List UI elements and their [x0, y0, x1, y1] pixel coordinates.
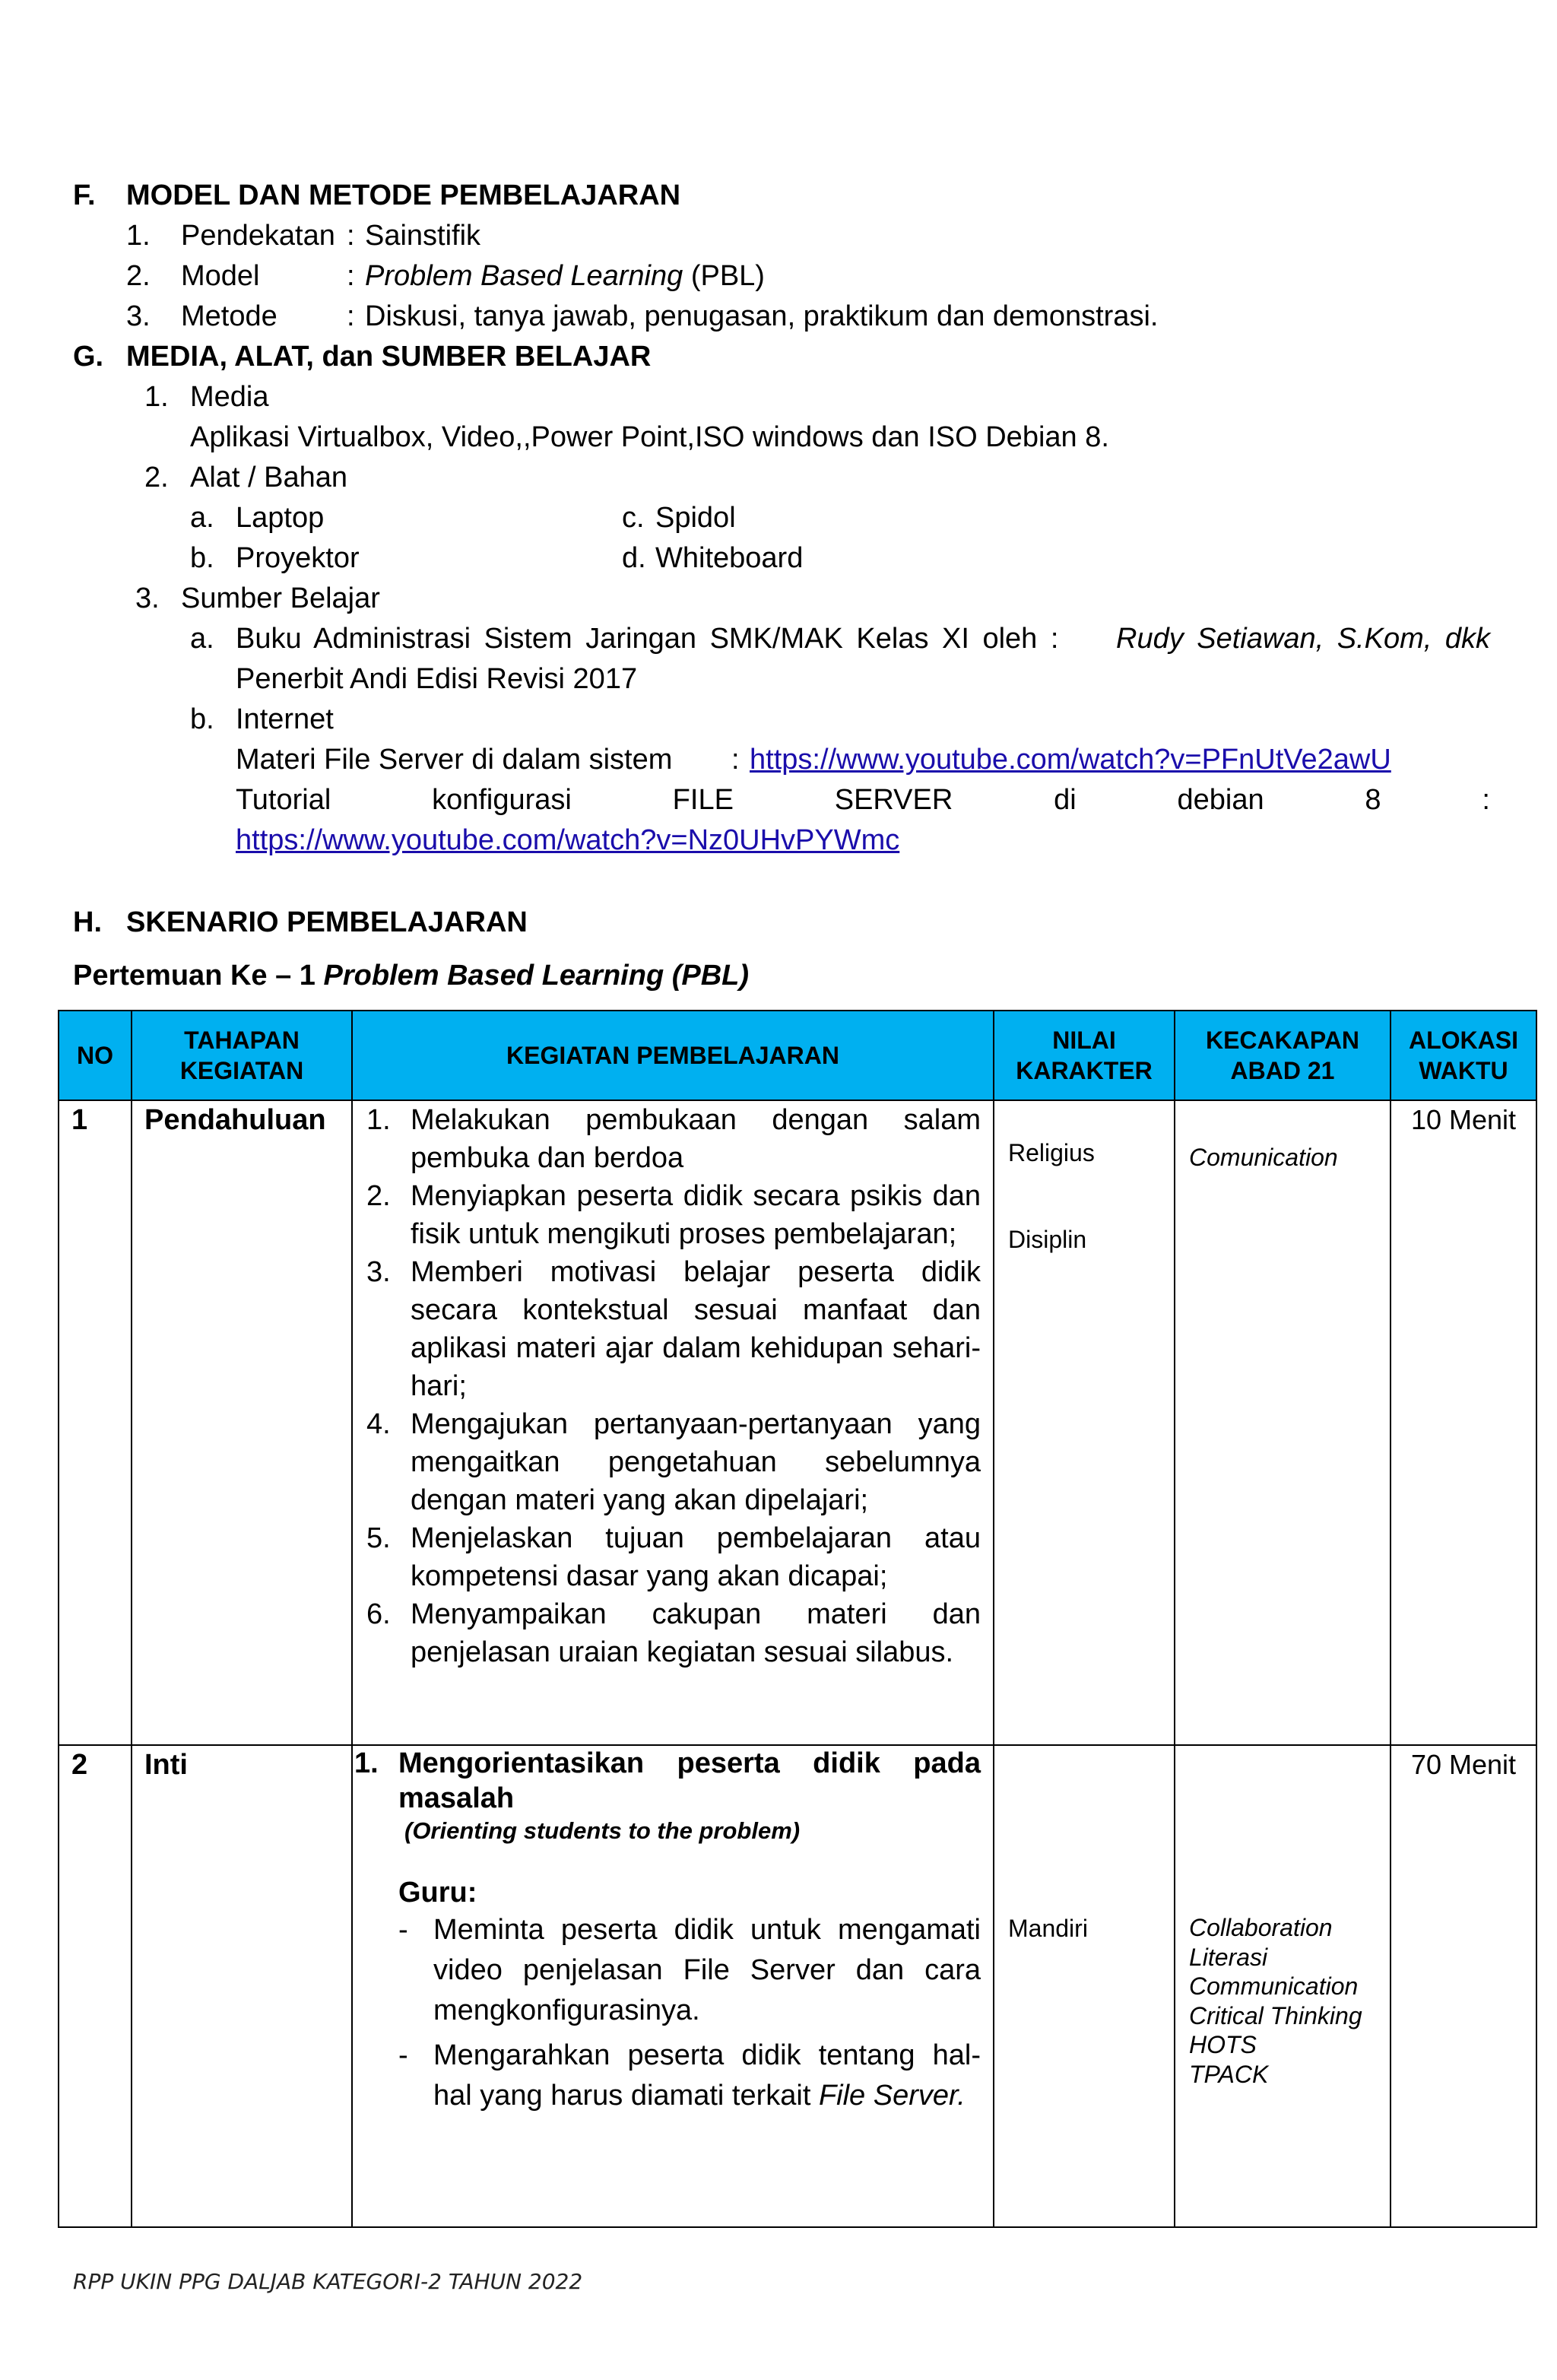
- f-item-num-1: 1.: [126, 220, 151, 252]
- kecakapan-item: Literasi: [1189, 1943, 1268, 1971]
- header-tahapan-2: KEGIATAN: [179, 1057, 304, 1084]
- list-text-italic: File Server.: [818, 2080, 966, 2112]
- f-item-value-2: [365, 255, 765, 297]
- header-kegiatan: KEGIATAN PEMBELAJARAN: [352, 1011, 994, 1100]
- g-alat-item-b: Proyektor: [236, 542, 360, 574]
- row2-kecakapan-list: [1175, 1746, 1390, 2089]
- row1-kegiatan-cell: [352, 1100, 994, 1745]
- list-item: [353, 1177, 981, 1253]
- g-alat-item-a: Laptop: [236, 502, 325, 534]
- f-model-rest: (PBL): [683, 260, 765, 292]
- row1-tahapan: Pendahuluan: [144, 1104, 326, 1136]
- row2-step-title: Mengorientasikan peserta didik pada masalah: [398, 1747, 981, 1814]
- row1-kecakapan-cell: [1175, 1100, 1391, 1745]
- f-item-value-3: Diskusi, tanya jawab, penugasan, praktikum dan demonstrasi.: [365, 300, 1159, 332]
- kecakapan-item: Collaboration: [1189, 1914, 1333, 1941]
- header-alokasi-1: ALOKASI: [1409, 1027, 1518, 1054]
- list-item: [353, 1910, 981, 2031]
- header-nilai-1: NILAI: [1052, 1027, 1116, 1054]
- nilai-religius: Religius: [1008, 1139, 1095, 1166]
- g-alat-item-c: Spidol: [655, 502, 736, 534]
- header-nilai: [994, 1011, 1175, 1100]
- g-media-num: 1.: [144, 381, 169, 413]
- g-media-label: Media: [190, 381, 269, 413]
- row2-guru-label: Guru:: [398, 1877, 477, 1909]
- list-text: Menjelaskan tujuan pembelajaran atau kompetensi dasar yang akan dicapai;: [411, 1522, 981, 1592]
- g-alat-letter-b: b.: [190, 542, 214, 574]
- row2-nilai-cell: [994, 1745, 1175, 2227]
- g-sumber-a-text: Buku Administrasi Sistem Jaringan SMK/MAK Kelas XI oleh :: [236, 623, 1059, 655]
- row1-no-cell: [59, 1100, 132, 1745]
- f-item-sep-2: :: [347, 260, 355, 292]
- tutorial-youtube-link[interactable]: https://www.youtube.com/watch?v=Nz0UHvPYWmc: [236, 824, 900, 856]
- header-kecakapan-1: KECAKAPAN: [1205, 1027, 1360, 1054]
- list-text: Mengajukan pertanyaan-pertanyaan yang mengaitkan pengetahuan sebelumnya dengan materi yang akan dipelajari;: [411, 1408, 981, 1516]
- row2-step: [353, 1746, 993, 1910]
- g-sumber-num: 3.: [135, 582, 160, 614]
- list-item: [353, 1405, 981, 1519]
- list-number: 6.: [366, 1598, 391, 1630]
- header-tahapan-1: TAHAPAN: [184, 1027, 300, 1054]
- kecakapan-item: Communication: [1189, 1972, 1359, 2000]
- list-item: [353, 1253, 981, 1405]
- kecakapan-comunication: Comunication: [1189, 1144, 1338, 1171]
- f-item-num-3: 3.: [126, 300, 151, 332]
- section-f-heading: MODEL DAN METODE PEMBELAJARAN: [126, 179, 681, 211]
- g-sumber-a-letter: a.: [190, 623, 214, 655]
- materi-youtube-link[interactable]: https://www.youtube.com/watch?v=PFnUtVe2awU: [750, 744, 1391, 776]
- kecakapan-item: TPACK: [1189, 2060, 1269, 2088]
- row1-nilai-cell: [994, 1100, 1175, 1745]
- g-sumber-a-line2: Penerbit Andi Edisi Revisi 2017: [236, 663, 638, 695]
- g-media-text: Aplikasi Virtualbox, Video,,Power Point,ISO windows dan ISO Debian 8.: [190, 421, 1109, 453]
- list-item: [353, 1101, 981, 1177]
- kecakapan-item: HOTS: [1189, 2031, 1257, 2058]
- g-alat-letter-d: d.: [622, 542, 646, 574]
- row1-tahapan-cell: [132, 1100, 352, 1745]
- tutorial-word: SERVER: [834, 784, 953, 816]
- g-sumber-a-author: Rudy Setiawan, S.Kom, dkk: [1116, 623, 1490, 655]
- dash-bullet: -: [398, 2039, 408, 2071]
- f-item-num-2: 2.: [126, 260, 151, 292]
- header-tahapan: [132, 1011, 352, 1100]
- row2-alokasi: 70 Menit: [1410, 1749, 1517, 1780]
- table-header-row: [59, 1011, 1536, 1100]
- g-alat-letter-a: a.: [190, 502, 214, 534]
- row2-kecakapan-cell: [1175, 1745, 1391, 2227]
- g-alat-letter-c: c.: [622, 502, 645, 534]
- row2-tahapan-cell: [132, 1745, 352, 2227]
- skenario-table: [58, 1010, 1537, 2228]
- row1-alokasi-cell: [1391, 1100, 1536, 1745]
- header-kecakapan-2: ABAD 21: [1230, 1057, 1335, 1084]
- tutorial-word: debian: [1177, 784, 1264, 816]
- section-g-letter: G.: [73, 341, 104, 373]
- g-alat-num: 2.: [144, 462, 169, 493]
- f-item-value-1: Sainstifik: [365, 220, 481, 252]
- table-row: [59, 1100, 1536, 1745]
- tutorial-word: di: [1054, 784, 1077, 816]
- page-footer: RPP UKIN PPG DALJAB KATEGORI-2 TAHUN 2022: [73, 2269, 583, 2294]
- row2-no: 2: [71, 1749, 88, 1781]
- row2-alokasi-cell: [1391, 1745, 1536, 2227]
- section-h-letter: H.: [73, 906, 102, 938]
- f-item-label-1: Pendekatan: [181, 220, 335, 252]
- row2-kegiatan-cell: [352, 1745, 994, 2227]
- list-item: [353, 1519, 981, 1595]
- list-number: 5.: [366, 1522, 391, 1554]
- g-tutorial-line: [236, 779, 1490, 820]
- f-model-italic: Problem Based Learning: [365, 260, 683, 292]
- tutorial-word: FILE: [672, 784, 734, 816]
- nilai-mandiri: Mandiri: [1008, 1915, 1088, 1942]
- g-alat-item-d: Whiteboard: [655, 542, 804, 574]
- g-sumber-label: Sumber Belajar: [181, 582, 380, 614]
- dash-bullet: -: [398, 1914, 408, 1946]
- tutorial-word: 8: [1365, 784, 1381, 816]
- section-h-heading: SKENARIO PEMBELAJARAN: [126, 906, 528, 938]
- tutorial-word: konfigurasi: [432, 784, 572, 816]
- header-alokasi-2: WAKTU: [1419, 1057, 1508, 1084]
- f-item-sep-1: :: [347, 220, 355, 252]
- header-alokasi: [1391, 1011, 1536, 1100]
- row1-alokasi: 10 Menit: [1410, 1104, 1517, 1135]
- section-f-letter: F.: [73, 179, 96, 211]
- row2-guru-list: [353, 1910, 993, 2116]
- meeting-title: [73, 955, 749, 996]
- row2-no-cell: [59, 1745, 132, 2227]
- tutorial-word: Tutorial: [236, 784, 331, 816]
- meeting-prefix: Pertemuan Ke – 1: [73, 960, 324, 992]
- row1-kegiatan-list: [353, 1101, 993, 1671]
- list-text: Menyampaikan cakupan materi dan penjelasan uraian kegiatan sesuai silabus.: [411, 1598, 981, 1668]
- list-number: 3.: [366, 1256, 391, 1288]
- g-materi-sep: :: [731, 744, 740, 776]
- list-text: Melakukan pembukaan dengan salam pembuka dan berdoa: [411, 1104, 981, 1174]
- f-item-label-2: Model: [181, 260, 260, 292]
- list-text: Meminta peserta didik untuk mengamati video penjelasan File Server dan cara mengkonfigurasinya.: [433, 1914, 981, 2026]
- header-nilai-2: KARAKTER: [1016, 1057, 1153, 1084]
- header-kecakapan: [1175, 1011, 1391, 1100]
- table-row: [59, 1745, 1536, 2227]
- row2-step-num: 1.: [354, 1747, 379, 1779]
- list-number: 1.: [366, 1104, 391, 1136]
- section-g-heading: MEDIA, ALAT, dan SUMBER BELAJAR: [126, 341, 652, 373]
- g-alat-label: Alat / Bahan: [190, 462, 348, 493]
- kecakapan-item: Critical Thinking: [1189, 2001, 1362, 2029]
- header-no: NO: [59, 1011, 132, 1100]
- g-sumber-b-label: Internet: [236, 703, 334, 735]
- f-item-label-3: Metode: [181, 300, 277, 332]
- row2-step-sub: (Orienting students to the problem): [404, 1817, 801, 1844]
- list-item: [353, 2036, 981, 2116]
- row2-tahapan: Inti: [144, 1749, 188, 1781]
- g-sumber-b-letter: b.: [190, 703, 214, 735]
- list-number: 4.: [366, 1408, 391, 1440]
- list-text: Mengarahkan peserta didik tentang hal-hal yang harus diamati terkait: [433, 2039, 981, 2112]
- nilai-disiplin: Disiplin: [1008, 1226, 1087, 1253]
- list-number: 2.: [366, 1180, 391, 1212]
- meeting-italic: Problem Based Learning (PBL): [323, 960, 750, 992]
- list-item: [353, 1595, 981, 1671]
- g-materi-label: Materi File Server di dalam sistem: [236, 744, 673, 776]
- list-text: Memberi motivasi belajar peserta didik secara kontekstual sesuai manfaat dan aplikasi materi ajar dalam kehidupan sehari-hari;: [411, 1256, 981, 1402]
- row1-no: 1: [71, 1104, 88, 1136]
- f-item-sep-3: :: [347, 300, 355, 332]
- g-sumber-a-line1: [236, 618, 1490, 659]
- tutorial-word: :: [1482, 784, 1490, 816]
- list-text: Menyiapkan peserta didik secara psikis dan fisik untuk mengikuti proses pembelajaran;: [411, 1180, 981, 1250]
